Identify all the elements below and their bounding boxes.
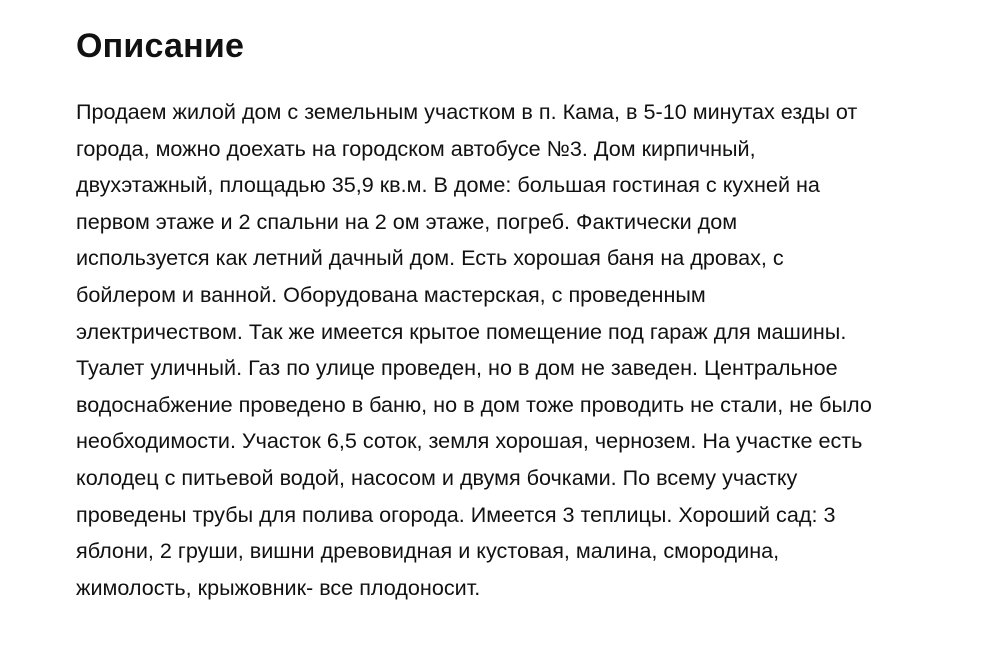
description-line: двухэтажный, площадью 35,9 кв.м. В доме: большая гостиная с кухней на bbox=[76, 172, 820, 198]
description-line: Продаем жилой дом с земельным участком в п. Кама, в 5-10 минутах езды от bbox=[76, 99, 858, 124]
description-line: первом этаже и 2 спальни на 2 ом этаже, погреб. Фактически дом bbox=[76, 208, 738, 234]
section-title: Описание bbox=[76, 27, 245, 65]
description-line: жимолость, крыжовник- все плодоносит. bbox=[76, 574, 481, 600]
description-line: необходимости. Участок 6,5 соток, земля хорошая, чернозем. На участке есть bbox=[76, 428, 863, 454]
description-line: используется как летний дачный дом. Есть хорошая баня на дровах, с bbox=[76, 245, 784, 271]
description-line: водоснабжение проведено в баню, но в дом тоже проводить не стали, не было bbox=[76, 391, 872, 417]
description-text bbox=[76, 94, 976, 606]
description-section bbox=[76, 22, 976, 606]
description-line: яблони, 2 груши, вишни древовидная и кустовая, малина, смородина, bbox=[76, 538, 780, 564]
description-line: проведены трубы для полива огорода. Имеется 3 теплицы. Хороший сад: 3 bbox=[76, 501, 836, 527]
description-line: города, можно доехать на городском автобусе №3. Дом кирпичный, bbox=[76, 135, 756, 161]
description-line: Туалет уличный. Газ по улице проведен, но в дом не заведен. Центральное bbox=[76, 355, 838, 381]
description-line: бойлером и ванной. Оборудована мастерская, с проведенным bbox=[76, 281, 706, 307]
description-line: колодец с питьевой водой, насосом и двумя бочками. По всему участку bbox=[76, 464, 798, 490]
description-line: электричеством. Так же имеется крытое помещение под гараж для машины. bbox=[76, 318, 847, 344]
